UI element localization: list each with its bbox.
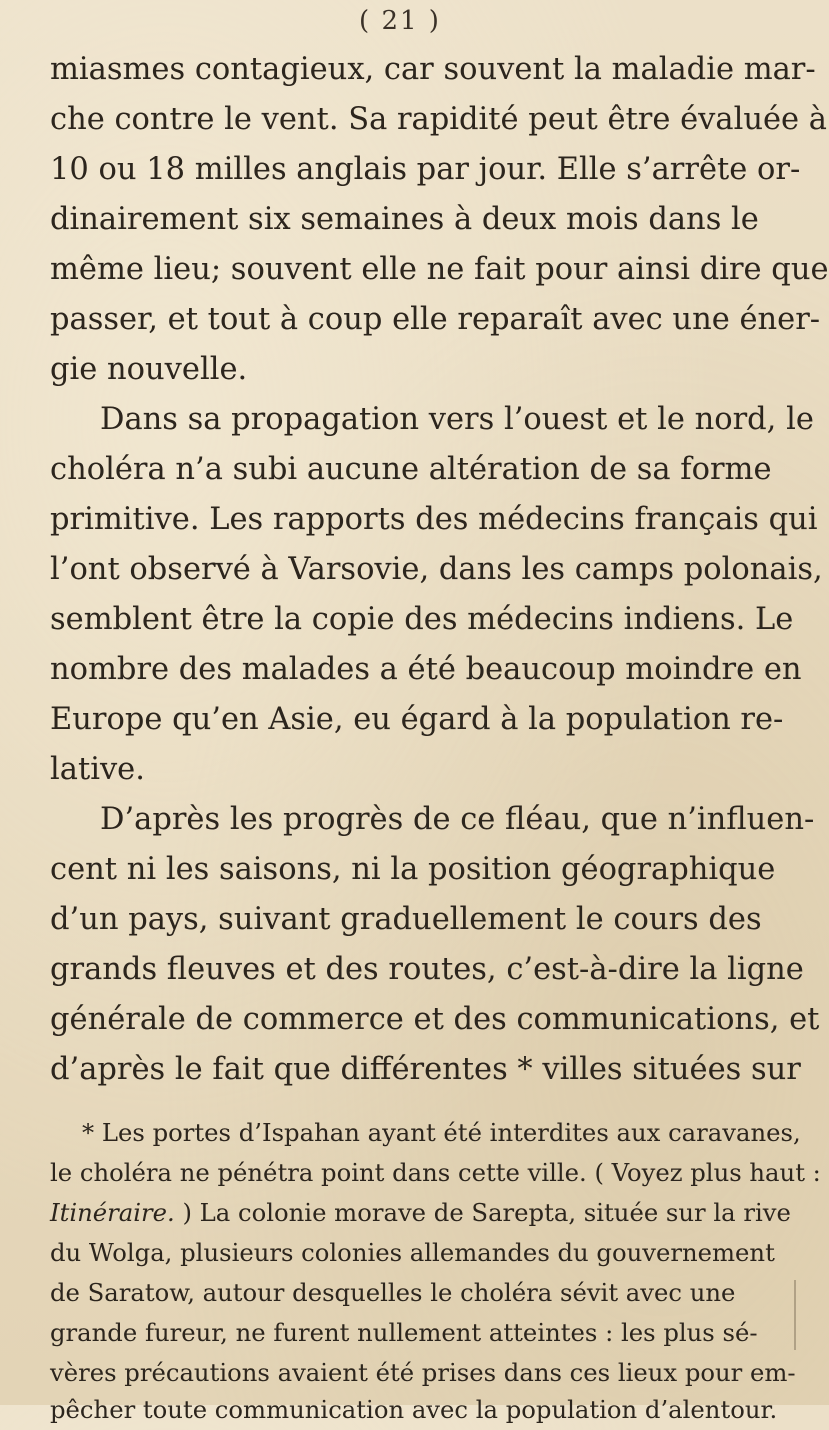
body-line: gie nouvelle. — [50, 352, 248, 387]
body-line: lative. — [50, 752, 145, 787]
footnote-line: * Les portes d’Ispahan ayant été interdites aux caravanes, — [82, 1118, 801, 1147]
body-line: 10 ou 18 milles anglais par jour. Elle s’arrête or- — [50, 152, 801, 187]
footnote-line: pêcher toute communication avec la population d’alentour. — [50, 1395, 778, 1424]
footnote-line: le choléra ne pénétra point dans cette ville. ( Voyez plus haut : — [50, 1158, 821, 1187]
body-line: passer, et tout à coup elle reparaît avec une éner- — [50, 302, 821, 337]
body-line: grands fleuves et des routes, c’est-à-dire la ligne — [50, 952, 804, 987]
body-line: générale de commerce et des communications, et — [50, 1002, 820, 1037]
body-line: dinairement six semaines à deux mois dans le — [50, 202, 759, 237]
footnote-line: de Saratow, autour desquelles le choléra sévit avec une — [50, 1278, 736, 1307]
body-line: che contre le vent. Sa rapidité peut être évaluée à — [50, 102, 827, 137]
body-line: primitive. Les rapports des médecins français qui — [50, 502, 818, 537]
footnote-line: du Wolga, plusieurs colonies allemandes du gouvernement — [50, 1238, 775, 1267]
paragraph-start-line: Dans sa propagation vers l’ouest et le nord, le — [100, 402, 814, 437]
body-line: cent ni les saisons, ni la position géographique — [50, 852, 776, 887]
footnote-text: ) La colonie morave de Sarepta, située sur la rive — [174, 1198, 791, 1227]
body-line: Europe qu’en Asie, eu égard à la population re- — [50, 702, 784, 737]
footnote-line: grande fureur, ne furent nullement atteintes : les plus sé- — [50, 1318, 758, 1347]
body-line: miasmes contagieux, car souvent la maladie mar- — [50, 52, 816, 87]
body-line: d’un pays, suivant graduellement le cours des — [50, 902, 762, 937]
page-edge-mark — [794, 1280, 796, 1350]
page-number: ( 21 ) — [359, 6, 441, 36]
body-line: choléra n’a subi aucune altération de sa forme — [50, 452, 772, 487]
footnote-line — [50, 1193, 791, 1233]
paragraph-start-line: D’après les progrès de ce fléau, que n’influen- — [100, 802, 815, 837]
body-line: nombre des malades a été beaucoup moindre en — [50, 652, 802, 687]
body-line: l’ont observé à Varsovie, dans les camps polonais, — [50, 552, 823, 587]
body-line: d’après le fait que différentes * villes situées sur — [50, 1052, 801, 1087]
footnote-line: vères précautions avaient été prises dans ces lieux pour em- — [50, 1358, 796, 1387]
body-line: même lieu; souvent elle ne fait pour ainsi dire que — [50, 252, 829, 287]
italic-reference: Itinéraire. — [50, 1198, 175, 1227]
body-line: semblent être la copie des médecins indiens. Le — [50, 602, 794, 637]
